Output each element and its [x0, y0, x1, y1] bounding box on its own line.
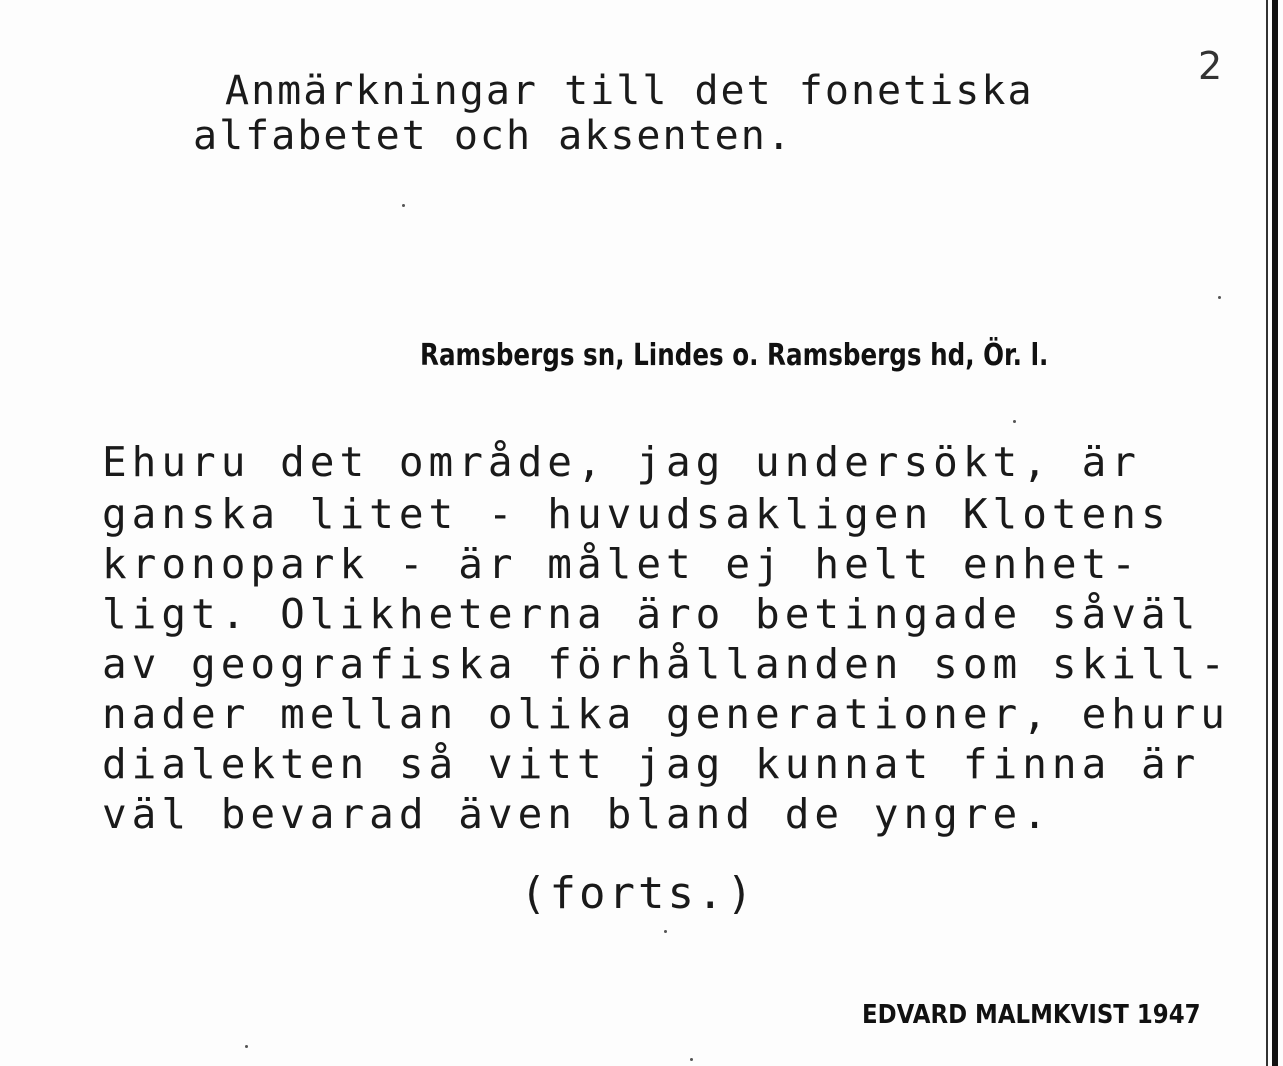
body-line-3: kronopark - är målet ej helt enhet-: [102, 540, 1141, 588]
card-edge-shadow: [1266, 0, 1268, 1066]
body-line-2: ganska litet - huvudsakligen Klotens: [102, 490, 1171, 538]
dust-speck: [1218, 296, 1221, 299]
body-line-7: dialekten så vitt jag kunnat finna är: [102, 740, 1201, 788]
card-edge: [1272, 0, 1278, 1066]
title-line-2: alfabetet och aksenten.: [193, 113, 793, 159]
title-line-1: Anmärkningar till det fonetiska: [225, 68, 1034, 114]
page-number: 2: [1198, 44, 1223, 88]
body-line-6: nader mellan olika generationer, ehuru: [102, 690, 1230, 738]
dust-speck: [245, 1045, 248, 1048]
continuation-mark: (forts.): [520, 868, 756, 919]
location-heading: Ramsbergs sn, Lindes o. Ramsbergs hd, Ör. l.: [420, 338, 1049, 373]
body-line-4: ligt. Olikheterna äro betingade såväl: [102, 590, 1201, 638]
body-line-1: Ehuru det område, jag undersökt, är: [102, 438, 1141, 486]
dust-speck: [1013, 420, 1016, 423]
dust-speck: [402, 204, 405, 207]
dust-speck: [664, 930, 667, 933]
body-line-5: av geografiska förhållanden som skill-: [102, 640, 1230, 688]
dust-speck: [690, 1058, 693, 1061]
body-line-8: väl bevarad även bland de yngre.: [102, 790, 1052, 838]
signature: EDVARD MALMKVIST 1947: [862, 1000, 1201, 1030]
